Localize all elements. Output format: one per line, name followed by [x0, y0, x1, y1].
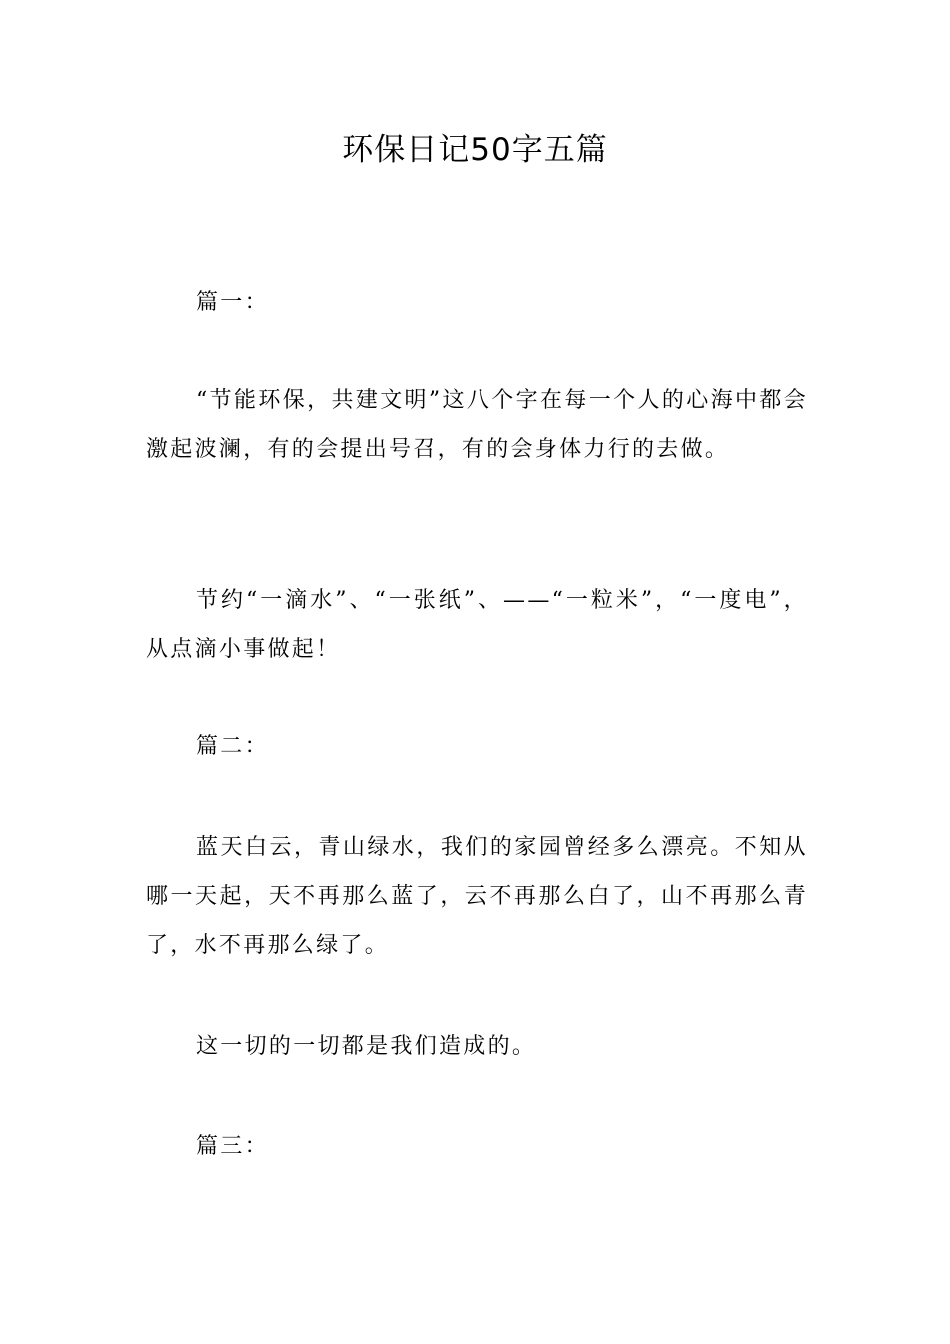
section-2-paragraph-1: 蓝天白云，青山绿水，我们的家园曾经多么漂亮。不知从哪一天起，天不再那么蓝了，云不再那么白了，山不再那么青了，水不再那么绿了。 [146, 835, 808, 958]
section-2-paragraph-2: 这一切的一切都是我们造成的。 [196, 1034, 537, 1059]
section-heading-3: 篇三： [196, 1134, 269, 1159]
section-1-paragraph-1: “节能环保，共建文明”这八个字在每一个人的心海中都会激起波澜，有的会提出号召，有的会身体力行的去做。 [146, 388, 808, 462]
section-heading-2: 篇二： [196, 734, 269, 759]
section-heading-1: 篇一： [196, 290, 269, 315]
section-1-paragraph-2: 节约“一滴水”、“一张纸”、——“一粒米”，“一度电”，从点滴小事做起！ [146, 588, 808, 662]
document-title: 环保日记50字五篇 [342, 132, 608, 168]
